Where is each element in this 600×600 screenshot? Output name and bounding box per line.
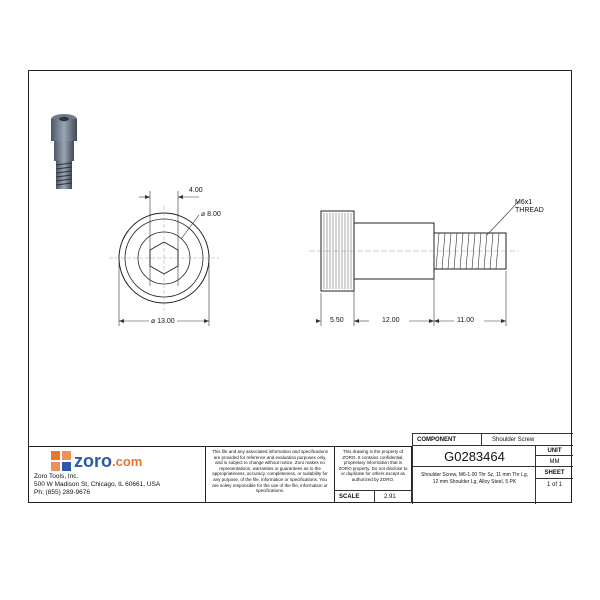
scale-value-cell: [374, 490, 412, 503]
scale-value: 2.91: [384, 494, 396, 500]
confidential-text: This drawing is the property of ZORO. It contains confidential, proprietary information that is ZORO property. Do not disclose to or duplicate for others except as authorized by ZORO.: [338, 449, 408, 482]
screw-3d-preview: [39, 111, 89, 201]
disclaimer-box: [205, 446, 335, 503]
sheet-label: SHEET: [544, 470, 565, 476]
company-info: [34, 473, 160, 497]
thread-callout-size: M6x1: [515, 199, 533, 206]
thread-length-dimension: 11.00: [457, 317, 474, 324]
thread-callout-label: THREAD: [515, 207, 544, 214]
head-length-dimension: 5.50: [330, 317, 344, 324]
brand-name: zoro: [74, 450, 112, 471]
scale-label-cell: [335, 490, 375, 503]
head-outer-diameter-dimension: ⌀ 13.00: [151, 318, 175, 325]
part-number: G0283464: [444, 449, 505, 464]
description-cell: [412, 466, 536, 504]
unit-value: MM: [549, 459, 560, 465]
head-inner-diameter-dimension: ⌀ 8.00: [201, 211, 221, 218]
disclaimer-text: This file and any associated information and specifications are provided for reference and evaluation purposes only, and is subject to change without notice. Zoro makes no representations, warranties or guarantees as to the appropriateness, accuracy, completeness, or suitability for any purpose, of the file, information or specifications. You are solely responsible for the use of the file, information or specifications.: [211, 449, 329, 494]
part-description: Shoulder Screw, M6-1.00 Thr Sz, 11 mm Thr Lg, 12 mm Shoulder Lg, Alloy Steel, 5 PK: [421, 472, 528, 485]
end-view: [99, 171, 259, 341]
sheet-value-cell: [535, 478, 573, 504]
zoro-logo-icon: [51, 451, 71, 471]
brand-suffix: .com: [112, 453, 143, 469]
component-value: Shoulder Screw: [492, 437, 535, 443]
scale-label: SCALE: [339, 494, 360, 500]
company-name: Zoro Tools, Inc.: [34, 473, 79, 480]
sheet-value: 1 of 1: [546, 482, 562, 488]
side-view: [309, 191, 549, 341]
drawing-sheet: [28, 70, 572, 503]
hex-dimension: 4.00: [189, 187, 203, 194]
confidential-box: [335, 446, 412, 491]
unit-label: UNIT: [547, 448, 562, 454]
part-number-cell: [412, 445, 536, 467]
component-label: COMPONENT: [417, 437, 456, 443]
company-address: 500 W Madison St, Chicago, IL 60661, USA: [34, 481, 161, 488]
company-phone: Ph: (855) 289-9676: [34, 489, 91, 496]
thread-callout: [515, 199, 544, 215]
shoulder-length-dimension: 12.00: [382, 317, 400, 324]
zoro-logo: [51, 449, 142, 473]
